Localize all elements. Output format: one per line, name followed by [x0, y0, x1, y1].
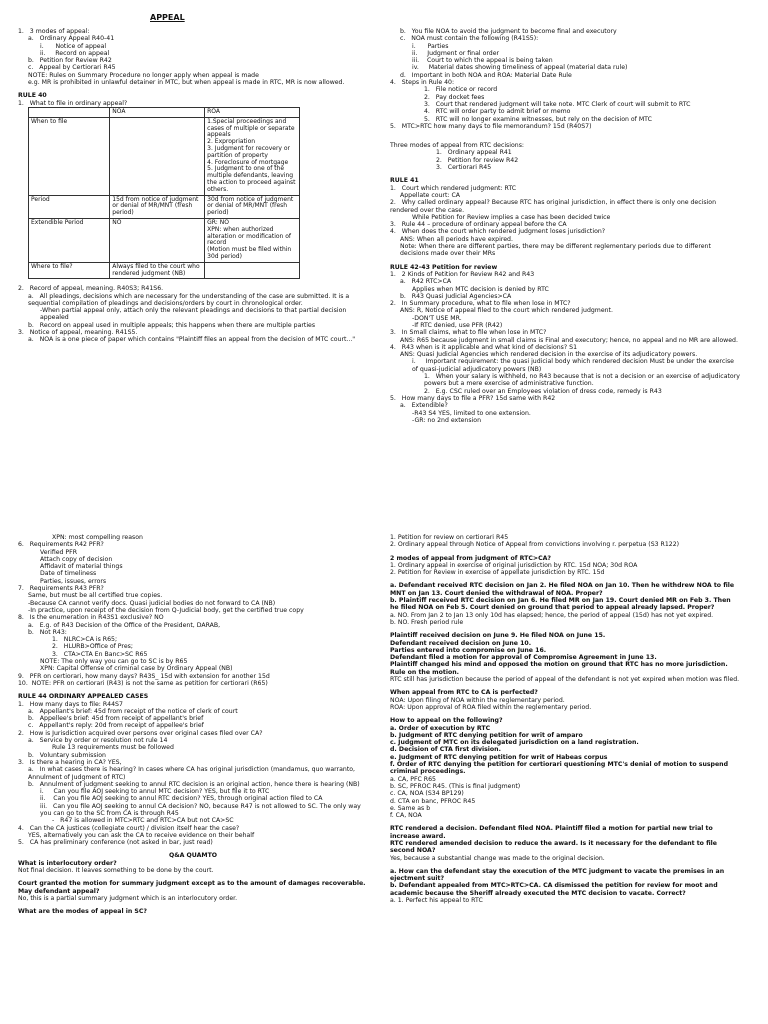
text-line: b. NO. Fresh period rule	[390, 618, 464, 626]
text-line: Plaintiff changed his mind and opposed the motion on ground that RTC has no more jurisdiction. Rule on the motion.	[390, 661, 730, 676]
text-line: iii. Court to which the appeal is being taken	[412, 57, 553, 65]
text-line: ROA: Upon approval of ROA filed within the reglementary period.	[390, 703, 592, 711]
text-line: b. Voluntary submission	[28, 751, 106, 759]
text-line: 5. RTC will no longer examine witnesses, but rely on the decision of MTC	[424, 115, 652, 123]
table-header-cell: NOA	[110, 107, 205, 117]
text-line: Defendant received decision on June 10.	[390, 639, 532, 647]
text-line: a. NOA is a one piece of paper which contains "Plaintiff files an appeal from the decision of MTC court..."	[28, 336, 356, 344]
text-line: 9. PFR on certiorari, how many days? R43S_ 15d with extension for another 15d	[18, 672, 270, 680]
text-line: 3. Is there a hearing in CA? YES,	[18, 758, 122, 766]
text-line: RULE 40	[18, 92, 47, 100]
right-block	[390, 28, 740, 424]
text-line: ii. Record on appeal	[40, 49, 110, 57]
left-top-block	[18, 28, 368, 107]
text-line: a. Ordinary Appeal R40-41	[28, 35, 115, 43]
text-line: Plaintiff received decision on June 9. He filed NOA on June 15.	[390, 632, 606, 640]
text-line: b. Record on appeal used in multiple appeals; this happens when there are multiple parties	[28, 321, 316, 329]
text-line: ANS: Quasi Judicial Agencies which rendered decision in the exercise of its adjudicatory powers.	[400, 351, 698, 359]
text-line: 1. What to file in ordinary appeal?	[18, 99, 128, 107]
text-line: Same, but must be all certified true copies.	[28, 592, 163, 600]
text-line: When appeal from RTC to CA is perfected?	[390, 689, 538, 697]
text-line: 1. File notice or record	[424, 86, 498, 94]
text-line: 1. NLRC>CA is R65;	[52, 636, 118, 644]
text-line: Q&A QUAMTO	[168, 852, 218, 860]
table-cell: Period	[29, 195, 110, 218]
text-line: c. Appeal by Certiorari R45	[28, 64, 116, 72]
text-line: ii. Can you file AOJ seeking to annul RTC decision? YES, through original action filed to CA	[40, 795, 323, 803]
text-line: XPN: Capital Offense of criminal case by Ordinary Appeal (NB)	[40, 665, 233, 673]
page-title: APPEAL	[150, 13, 185, 22]
text-line: a. R42 RTC>CA	[400, 278, 452, 286]
text-line: RTC rendered amended decision to reduce the award. Is it necessary for the defendant to file second NOA?	[390, 839, 720, 855]
text-line: Not final decision. It leaves something to be done by the court.	[18, 867, 214, 875]
text-line: i. Parties	[412, 42, 449, 50]
text-line: -R43 S4 YES, limited to one extension.	[412, 409, 531, 417]
text-line: Applies when MTC decision is denied by RTC	[412, 285, 549, 293]
text-line: c. CA, NOA (S34 BP129)	[390, 790, 464, 798]
text-line: ANS: R, Notice of appeal filed to the court which rendered judgment.	[400, 307, 613, 315]
text-line: -If RTC denied, use PFR (R42)	[412, 321, 503, 329]
text-line: d. Important in both NOA and ROA: Material Date Rule	[400, 71, 572, 79]
text-line: Verified PFR	[40, 548, 78, 556]
text-line: i. Can you file AOJ seeking to annul MTC decision? YES, but file it to RTC	[40, 788, 270, 796]
left-block	[18, 534, 368, 916]
text-line: c. NOA must contain the following (R41S5):	[400, 35, 539, 43]
text-line: NOA: Upon filing of NOA within the reglementary period.	[390, 696, 565, 704]
text-line: -GR: no 2nd extension	[412, 416, 482, 424]
table-row	[29, 218, 300, 262]
text-line: a. All pleadings, decisions which are necessary for the understanding of the case are submitted. It is a sequential compilation of pleadings and decisions/orders by court in chronological order.	[28, 292, 352, 307]
text-line: How to appeal on the following?	[390, 717, 503, 725]
text-line: iii. Can you file AOJ seeking to annul CA decision? NO, because R47 is not allowed to SC. The only way you can go to the SC from CA is through R45	[40, 802, 363, 817]
text-line: 2. How is Jurisdiction acquired over persons over original cases filed over CA?	[18, 729, 263, 737]
text-line: 7. Requirements R43 PFR?	[18, 585, 104, 593]
text-line: b. Annulment of judgment seeking to annul RTC decision is an original action, hence there is hearing (NB)	[28, 780, 360, 788]
text-line: 6. Requirements R42 PFR?	[18, 541, 104, 549]
text-line: -DON'T USE MR.	[412, 314, 462, 322]
text-line: b. R43 Quasi Judicial Agencies>CA	[400, 292, 512, 300]
text-line: ANS: When all periods have expired.	[400, 235, 513, 243]
text-line: RULE 41	[390, 177, 419, 185]
text-line: ii. Judgment or final order	[412, 49, 500, 57]
text-line: What is interlocutory order?	[18, 859, 117, 867]
text-line: 3. Court that rendered judgment will take note. MTC Clerk of court will submit to RTC	[424, 100, 691, 108]
text-line: a. CA, PFC R65	[390, 775, 436, 783]
table-header-cell	[29, 107, 110, 117]
table-cell: Where to file?	[29, 262, 110, 279]
text-line: b. Defendant appealed from MTC>RTC>CA. CA dismissed the petition for review for moot and academic because the Sheriff already executed the MTC decision to vacate. Correct?	[390, 882, 720, 897]
text-line: 2. HLURB>Office of Pres;	[52, 643, 133, 651]
text-line: Appellate court: CA	[400, 191, 461, 199]
table-row	[29, 117, 300, 195]
text-line: 4. Steps in Rule 40:	[390, 79, 455, 87]
table-cell: NO	[110, 218, 205, 262]
text-line: 2. Pay docket fees	[424, 93, 485, 101]
page-2-left-column	[18, 534, 368, 916]
text-line: e. Judgment of RTC denying petition for writ of Habeas corpus	[390, 753, 608, 761]
table-row	[29, 262, 300, 279]
text-line: a. In what cases there is hearing? In cases where CA has original jurisdiction (mandamus, quo warranto, Annulment of Judgment of RTC)	[28, 766, 357, 781]
table-cell: GR: NO XPN: when authorized alteration or modification of record (Motion must be filed within 30d period)	[205, 218, 300, 262]
text-line: b. Plaintiff received RTC decision on Jan 6. He filed MR on Jan 19. Court denied MR on Feb 3. Then he filed NOA on Feb 5. Court denied on ground that period to appeal already lapsed. Proper?	[390, 597, 733, 612]
text-line: 3. Certiorari R45	[436, 164, 492, 172]
text-line: 2. Why called ordinary appeal? Because RTC has original jurisdiction, in effect there is only one decision rendered over the case.	[390, 199, 718, 214]
text-line: a. Extendible?	[400, 402, 448, 410]
table-header-cell: ROA	[205, 107, 300, 117]
appeal-table	[28, 107, 300, 279]
page-1-left-column	[18, 28, 368, 344]
text-line: iv. Material dates showing timeliness of appeal (material data rule)	[412, 64, 628, 72]
text-line: b. Appellee's brief: 45d from receipt of appellant's brief	[28, 715, 204, 723]
text-line: 2. In Summary procedure, what to file when lose in MTC?	[390, 300, 571, 308]
text-line: 8. Is the enumeration in R43S1 exclusive? NO	[18, 614, 164, 622]
right-block	[390, 534, 740, 904]
text-line: Rule 13 requirements must be followed	[52, 744, 174, 752]
page-2	[0, 512, 768, 1024]
text-line: RTC still has jurisdiction because the period of appeal of the defendant is not yet expired when motion was filed.	[390, 676, 740, 684]
text-line: d. CTA en banc, PFROC R45	[390, 797, 476, 805]
text-line: 1. Ordinary appeal R41	[436, 149, 512, 157]
text-line: 2. Record of appeal, meaning. R40S3; R41S6.	[18, 285, 164, 293]
text-line: -When partial appeal only, attach only the relevant pleadings and decisions to that partial decision appealed	[40, 307, 349, 322]
table-cell: When to file	[29, 117, 110, 195]
text-line: What are the modes of appeal in SC?	[18, 908, 148, 916]
text-line: XPN: most compelling reason	[52, 534, 143, 541]
text-line: 5. MTC>RTC how many days to file memorandum? 15d (R40S7)	[390, 122, 592, 130]
text-line: 3. In Small claims, what to file when lose in MTC?	[390, 329, 547, 337]
table-row	[29, 195, 300, 218]
text-line: 1. Ordinary appeal in exercise of original jurisdiction by RTC. 15d NOA; 30d ROA	[390, 561, 638, 569]
left-bottom-block	[18, 285, 368, 343]
text-line: 2. Ordinary appeal through Notice of Appeal from convictions involving r. perpetua (S3 R122)	[390, 541, 680, 549]
text-line: 4. R43 when is it applicable and what kind of decisions? S1	[390, 343, 578, 351]
text-line: f. Order of RTC denying the petition for certiorari questioning MTC's denial of motion to suspend criminal proceedings.	[390, 761, 731, 776]
text-line: i. Important requirement: the quasi judicial body which rendered decision Must be under the exercise of quasi-judicial adjudicatory powers (NB)	[412, 358, 736, 373]
table-cell: Extendible Period	[29, 218, 110, 262]
text-line: b. Petition for Review R42	[28, 57, 112, 65]
table-cell	[110, 117, 205, 195]
text-line: -In practice, upon receipt of the decision from Q-Judicial body, get the certified true copy	[28, 606, 304, 614]
table-header-row	[29, 107, 300, 117]
text-line: b. You file NOA to avoid the judgment to become final and executory	[400, 28, 617, 35]
text-line: Note: When there are different parties, there may be different reglementary periods due to different decisions made over their MRs	[400, 243, 713, 258]
text-line: b. SC, PFROC R45. (This is final judgment)	[390, 782, 521, 790]
text-line: - R47 is allowed in MTC>RTC and RTC>CA but not CA>SC	[52, 817, 234, 825]
text-line: a. Defendant received RTC decision on Jan 2. He filed NOA on Jan 10. Then he withdrew NOA to file MNT on Jan 13. Court denied the withdrawal of NOA. Proper?	[390, 582, 737, 597]
text-line: RTC rendered a decision. Defendant filed NOA. Plaintiff filed a motion for partial new trial to increase award.	[390, 825, 715, 840]
text-line: 5. How many days to file a PFR? 15d same with R42	[390, 394, 556, 402]
text-line: c. Judgment of MTC on its delegated jurisdiction on a land registration.	[390, 739, 639, 747]
text-line: 1. Court which rendered judgment: RTC	[390, 184, 517, 192]
text-line: 3. CTA>CTA En Banc>SC R65	[52, 650, 148, 658]
text-line: 1. 3 modes of appeal:	[18, 28, 90, 35]
text-line: Court granted the motion for summary judgment except as to the amount of damages recoverable. May defendant appeal?	[18, 880, 368, 895]
text-line: a. How can the defendant stay the execution of the MTC judgment to vacate the premises in an ejectment suit?	[390, 867, 727, 883]
text-line: a. NO. From Jan 2 to Jan 13 only 10d has elapsed; hence, the period of appeal (15d) has not yet expired.	[390, 611, 714, 619]
text-line: NOTE: Rules on Summary Procedure no longer apply when appeal is made	[28, 71, 259, 79]
table-cell: 15d from notice of judgment or denial of MR/MNT (fresh period)	[110, 195, 205, 218]
text-line: -Because CA cannot verify docs. Quasi judicial bodies do not forward to CA (NB)	[28, 599, 276, 607]
table-cell: 1.Special proceedings and cases of multiple or separate appeals 2. Expropriation 3. Judgment for recovery or partition of property 4. Foreclosure of mortgage 5. Judgment to one of the multiple defendants, leaving the action to proceed against others.	[205, 117, 300, 195]
text-line: e. Same as b	[390, 804, 431, 812]
text-line: 4. Can the CA justices (collegiate court) / division itself hear the case?	[18, 824, 240, 832]
text-line: f. CA, NOA	[390, 812, 422, 820]
text-line: While Petition for Review implies a case has been decided twice	[412, 213, 611, 221]
text-line: RULE 42-43 Petition for review	[390, 263, 498, 271]
text-line: 5. CA has preliminary conference (not asked in bar, just read)	[18, 839, 213, 847]
text-line: 1. How many days to file: R44S7	[18, 700, 123, 708]
text-line: 2 modes of appeal from judgment of RTC>CA?	[390, 554, 551, 562]
text-line: 1. Petition for review on certiorari R45	[390, 534, 509, 541]
page-2-right-column	[390, 534, 740, 904]
appeal-table-body	[29, 107, 300, 278]
text-line: NOTE: The only way you can go to SC is by R65	[40, 658, 188, 666]
text-line: i. Notice of appeal	[40, 42, 107, 50]
text-line: Parties entered into compromise on June 16.	[390, 646, 547, 654]
text-line: a. Service by order or resolution not rule 14	[28, 737, 168, 745]
text-line: ANS: R65 because judgment in small claims is Final and executory; hence, no appeal and no MR are allowed.	[400, 336, 738, 344]
text-line: b. Not R43:	[28, 628, 67, 636]
text-line: 4. When does the court which rendered judgment loses jurisdiction?	[390, 228, 606, 236]
text-line: a. Appellant's brief: 45d from receipt of the notice of clerk of court	[28, 707, 238, 715]
table-cell	[205, 262, 300, 279]
text-line: 1. 2 Kinds of Petition for Review R42 and R43	[390, 270, 535, 278]
text-line: Attach copy of decision	[40, 555, 113, 563]
text-line: c. Appellant's reply: 20d from receipt of appellee's brief	[28, 722, 204, 730]
text-line: 4. RTC will order party to admit brief or memo	[424, 108, 571, 116]
text-line: a. Order of execution by RTC	[390, 724, 491, 732]
text-line: 2. E.g. CSC ruled over an Employees violation of dress code, remedy is R43	[424, 387, 662, 395]
page-1-right-column	[390, 28, 740, 424]
text-line: 3. Notice of appeal, meaning. R41S5.	[18, 329, 138, 337]
text-line: 3. Rule 44 – procedure of ordinary appeal before the CA	[390, 221, 567, 229]
text-line: a. E.g. of R43 Decision of the Office of the President, DARAB,	[28, 621, 221, 629]
text-line: Affidavit of material things	[40, 563, 123, 571]
text-line: YES, alternatively you can ask the CA to receive evidence on their behalf	[28, 831, 255, 839]
table-cell: 30d from notice of judgment or denial of MR/MNT (fresh period)	[205, 195, 300, 218]
table-cell: Always filed to the court who rendered judgment (NB)	[110, 262, 205, 279]
text-line: 2. Petition for review R42	[436, 156, 519, 164]
text-line: Parties, issues, errors	[40, 577, 107, 585]
text-line: RULE 44 ORDINARY APPEALED CASES	[18, 693, 149, 701]
text-line: Three modes of appeal from RTC decisions:	[390, 142, 525, 150]
text-line: b. Judgment of RTC denying petition for writ of amparo	[390, 731, 583, 739]
text-line: e.g. MR is prohibited in unlawful detainer in MTC, but when appeal is made in RTC, MR is now allowed.	[28, 79, 345, 87]
text-line: 10. NOTE: PFR on certiorari (R43) is not the same as petition for certiorari (R65)	[18, 679, 268, 687]
text-line: No, this is a partial summary judgment which is an interlocutory order.	[18, 894, 238, 902]
text-line: 1. When your salary is withheld, no R43 because that is not a decision or an exercise of adjudicatory powers but a mere exercise of administrative function.	[424, 373, 742, 388]
text-line: a. 1. Perfect his appeal to RTC	[390, 897, 483, 905]
text-line: Defendant filed a motion for approval of Compromise Agreement in June 13.	[390, 654, 657, 662]
text-line: Date of timeliness	[40, 570, 97, 578]
text-line: d. Decision of CTA first division.	[390, 746, 501, 754]
text-line: Yes, because a substantial change was made to the original decision.	[390, 854, 605, 862]
text-line: 2. Petition for Review in exercise of appellate jurisdiction by RTC. 15d	[390, 569, 605, 577]
